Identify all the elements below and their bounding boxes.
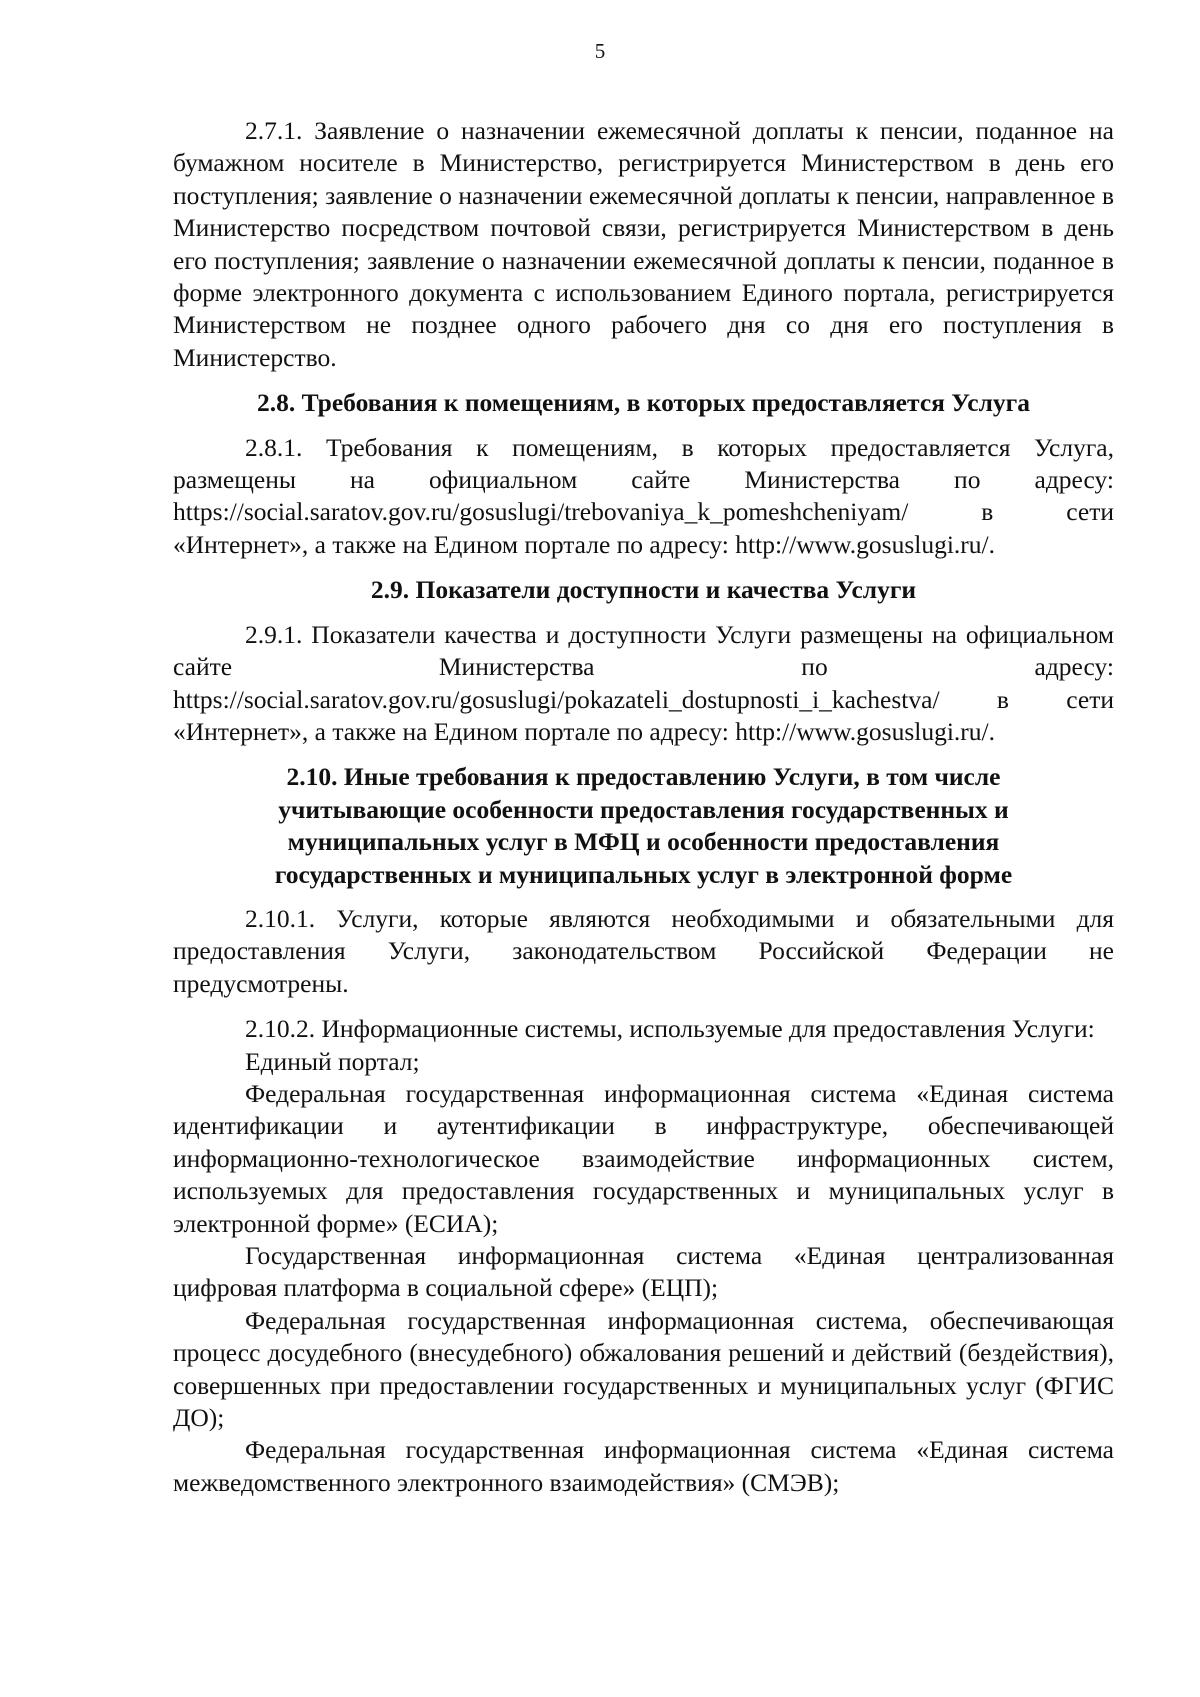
paragraph-2-10-1: 2.10.1. Услуги, которые являются необходимыми и обязательными для предоставления Услуги, законодательством Российской Федерации не предусмотрены. xyxy=(173,903,1114,998)
document-body xyxy=(173,115,1114,1499)
information-systems-list xyxy=(173,1046,1114,1500)
heading-2-9: 2.9. Показатели доступности и качества Услуги xyxy=(370,575,917,605)
list-item: Федеральная государственная информационная система «Единая система межведомственного электронного взаимодействия» (СМЭВ); xyxy=(173,1435,1114,1497)
list-item: Государственная информационная система «Единая централизованная цифровая платформа в социальной сфере» (ЕЦП); xyxy=(173,1241,1114,1303)
paragraph-2-9-1: 2.9.1. Показатели качества и доступности Услуги размещены на официальном сайте Министерства по адресу: https://social.saratov.gov.ru/gosuslugi/pokazateli_dostupnosti_i_kachestva/ в сети «Интернет», а также на Едином портале по адресу: http://www.gosuslugi.ru/. xyxy=(173,619,1114,746)
list-item: Федеральная государственная информационная система, обеспечивающая процесс досудебного (внесудебного) обжалования решений и действий (бездействия), совершенных при предоставлении государственных и муниципальных услуг (ФГИС ДО); xyxy=(173,1305,1114,1433)
heading-2-8: 2.8. Требования к помещениям, в которых предоставляется Услуга xyxy=(257,388,1030,418)
heading-2-10: 2.10. Иные требования к предоставлению Услуги, в том числе учитывающие особенности предоставления государственных и муниципальных услуг в МФЦ и особенности предоставления государственных и муниципальных услуг в электронной форме xyxy=(274,762,1013,889)
paragraph-2-7-1: 2.7.1. Заявление о назначении ежемесячной доплаты к пенсии, поданное на бумажном носителе в Министерство, регистрируется Министерством в день его поступления; заявление о назначении ежемесячной доплаты к пенсии, направленное в Министерство посредством почтовой связи, регистрируется Министерством в день его поступления; заявление о назначении ежемесячной доплаты к пенсии, поданное в форме электронного документа с использованием Единого портала, регистрируется Министерством не позднее одного рабочего дня со дня его поступления в Министерство. xyxy=(173,116,1114,372)
list-item: Единый портал; xyxy=(245,1046,420,1076)
paragraph-2-8-1: 2.8.1. Требования к помещениям, в которых предоставляется Услуга, размещены на официальном сайте Министерства по адресу: https://social.saratov.gov.ru/gosuslugi/trebovaniya_k_pomeshcheniyam/ в сети «Интернет», а также на Едином портале по адресу: http://www.gosuslugi.ru/. xyxy=(173,432,1114,559)
page-number: 5 xyxy=(594,39,606,63)
list-item: Федеральная государственная информационная система «Единая система идентификации и аутентификации в инфраструктуре, обеспечивающей информационно-технологическое взаимодействие информационных систем, используемых для предоставления государственных и муниципальных услуг в электронной форме» (ЕСИА); xyxy=(173,1078,1114,1238)
paragraph-2-10-2: 2.10.2. Информационные системы, используемые для предоставления Услуги: xyxy=(245,1014,1095,1044)
